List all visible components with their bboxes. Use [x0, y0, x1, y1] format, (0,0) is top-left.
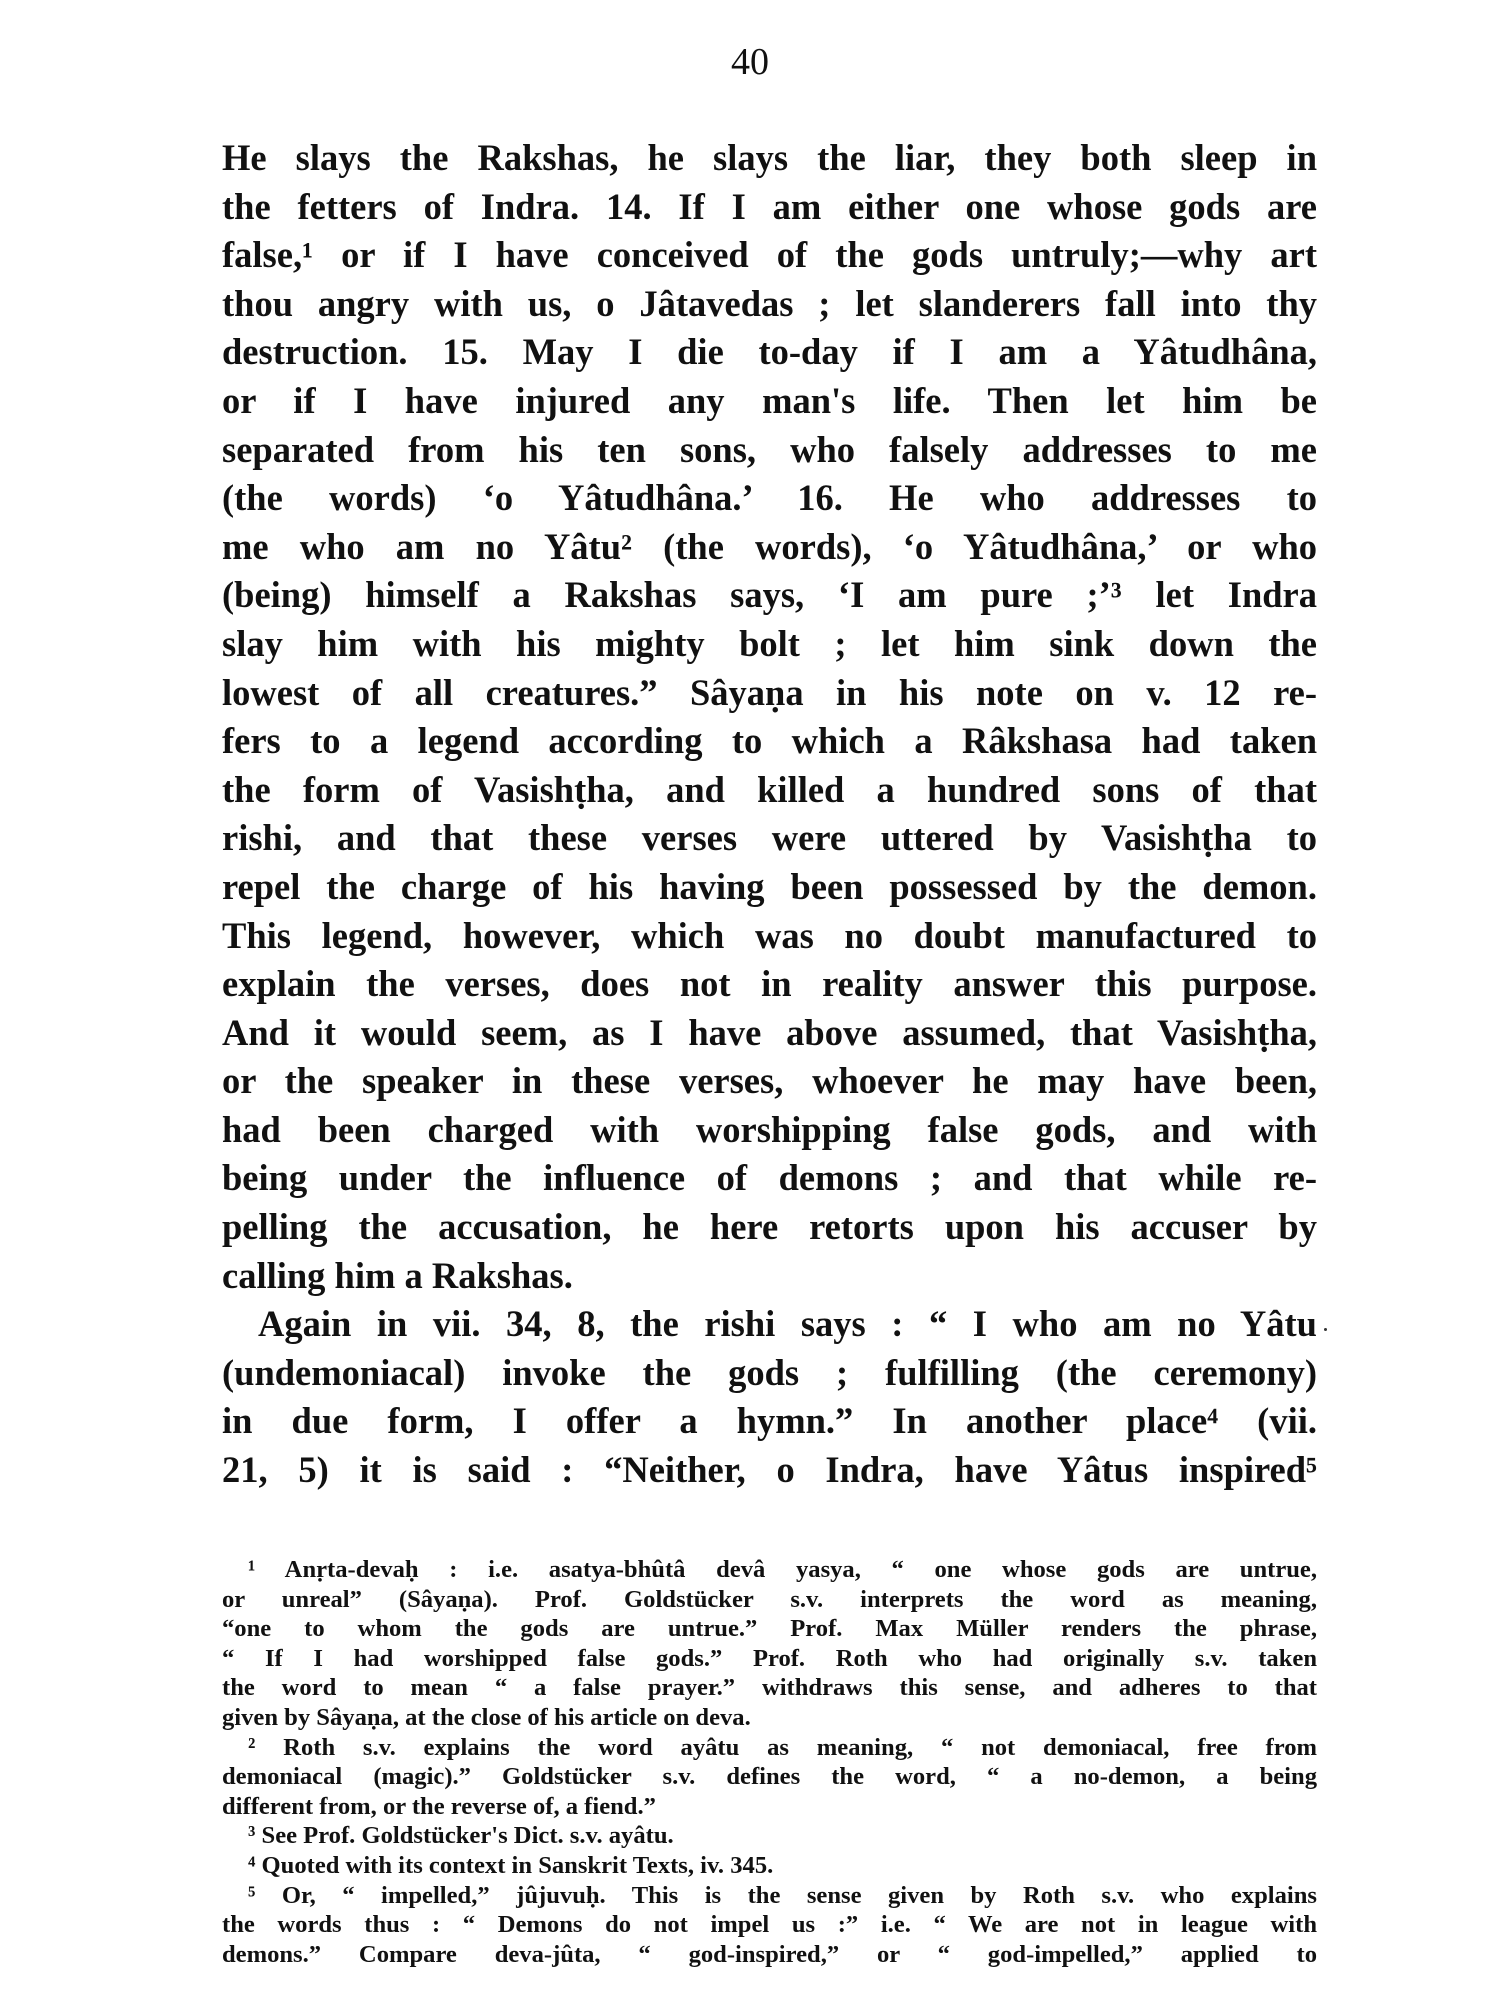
footnote-line: the words thus : “ Demons do not impel us :” i.e. “ We are not in league with	[222, 1911, 1317, 1939]
footnote-line: ⁵ Or, “ impelled,” jûjuvuḥ. This is the sense given by Roth s.v. who explains	[248, 1881, 1317, 1909]
text-line: had been charged with worshipping false gods, and with	[222, 1108, 1317, 1150]
text-line: And it would seem, as I have above assumed, that Vasishṭha,	[222, 1011, 1317, 1053]
footnote-line: demons.” Compare deva-jûta, “ god-inspired,” or “ god-impelled,” applied to	[222, 1940, 1317, 1968]
text-line: in due form, I offer a hymn.” In another place⁴ (vii.	[222, 1400, 1317, 1442]
text-line: rishi, and that these verses were uttered by Vasishṭha to	[222, 817, 1317, 859]
footnote-line: different from, or the reverse of, a fiend.”	[222, 1792, 656, 1820]
text-line: thou angry with us, o Jâtavedas ; let slanderers fall into thy	[222, 282, 1317, 324]
text-line: or the speaker in these verses, whoever he may have been,	[222, 1060, 1317, 1102]
text-line: This legend, however, which was no doubt manufactured to	[222, 914, 1317, 956]
footnote-line: ² Roth s.v. explains the word ayâtu as meaning, “ not demoniacal, free from	[248, 1733, 1317, 1761]
footnote-line: ³ See Prof. Goldstücker's Dict. s.v. ayâtu.	[248, 1822, 674, 1850]
text-line: He slays the Rakshas, he slays the liar, they both sleep in	[222, 137, 1317, 178]
text-line: or if I have injured any man's life. Then let him be	[222, 379, 1317, 421]
text-line: Again in vii. 34, 8, the rishi says : “ I who am no Yâtu	[258, 1303, 1317, 1345]
footnote-line: ¹ Anṛta-devaḥ : i.e. asatya-bhûtâ devâ yasya, “ one whose gods are untrue,	[248, 1556, 1317, 1583]
footnote-line: “ If I had worshipped false gods.” Prof. Roth who had originally s.v. taken	[222, 1644, 1317, 1672]
body-text	[222, 134, 1317, 1495]
footnote-line: given by Sâyaṇa, at the close of his article on deva.	[222, 1703, 751, 1731]
footnote-line: or unreal” (Sâyaṇa). Prof. Goldstücker s.v. interprets the word as meaning,	[222, 1585, 1317, 1613]
text-line: (being) himself a Rakshas says, ‘I am pure ;’³ let Indra	[222, 574, 1317, 616]
text-line: repel the charge of his having been possessed by the demon.	[222, 865, 1317, 907]
text-line: being under the influence of demons ; and that while re-	[222, 1157, 1317, 1199]
footnote-line: “one to whom the gods are untrue.” Prof. Max Müller renders the phrase,	[222, 1615, 1317, 1643]
footnote-line: the word to mean “ a false prayer.” withdraws this sense, and adheres to that	[222, 1674, 1317, 1702]
stray-mark	[1324, 1328, 1327, 1331]
text-line: separated from his ten sons, who falsely addresses to me	[222, 428, 1317, 470]
footnote-line: demoniacal (magic).” Goldstücker s.v. defines the word, “ a no-demon, a being	[222, 1763, 1317, 1791]
text-line: false,¹ or if I have conceived of the gods untruly;—why art	[222, 234, 1317, 276]
text-line: calling him a Rakshas.	[222, 1254, 573, 1296]
footnotes	[222, 1555, 1317, 1969]
text-line: slay him with his mighty bolt ; let him sink down the	[222, 622, 1317, 664]
text-line: (undemoniacal) invoke the gods ; fulfilling (the ceremony)	[222, 1351, 1317, 1393]
text-line: pelling the accusation, he here retorts upon his accuser by	[222, 1206, 1317, 1248]
text-line: fers to a legend according to which a Râkshasa had taken	[222, 720, 1317, 762]
text-line: destruction. 15. May I die to-day if I am a Yâtudhâna,	[222, 331, 1317, 373]
text-line: me who am no Yâtu² (the words), ‘o Yâtudhâna,’ or who	[222, 525, 1317, 567]
text-line: 21, 5) it is said : “Neither, o Indra, have Yâtus inspired⁵	[222, 1449, 1317, 1491]
text-line: lowest of all creatures.” Sâyaṇa in his note on v. 12 re-	[222, 671, 1317, 713]
footnote-line: ⁴ Quoted with its context in Sanskrit Texts, iv. 345.	[248, 1851, 774, 1879]
text-line: the form of Vasishṭha, and killed a hundred sons of that	[222, 768, 1317, 810]
text-line: the fetters of Indra. 14. If I am either one whose gods are	[222, 185, 1317, 227]
page-number: 40	[731, 41, 769, 83]
text-line: explain the verses, does not in reality answer this purpose.	[222, 963, 1317, 1005]
text-line: (the words) ‘o Yâtudhâna.’ 16. He who addresses to	[222, 477, 1317, 519]
